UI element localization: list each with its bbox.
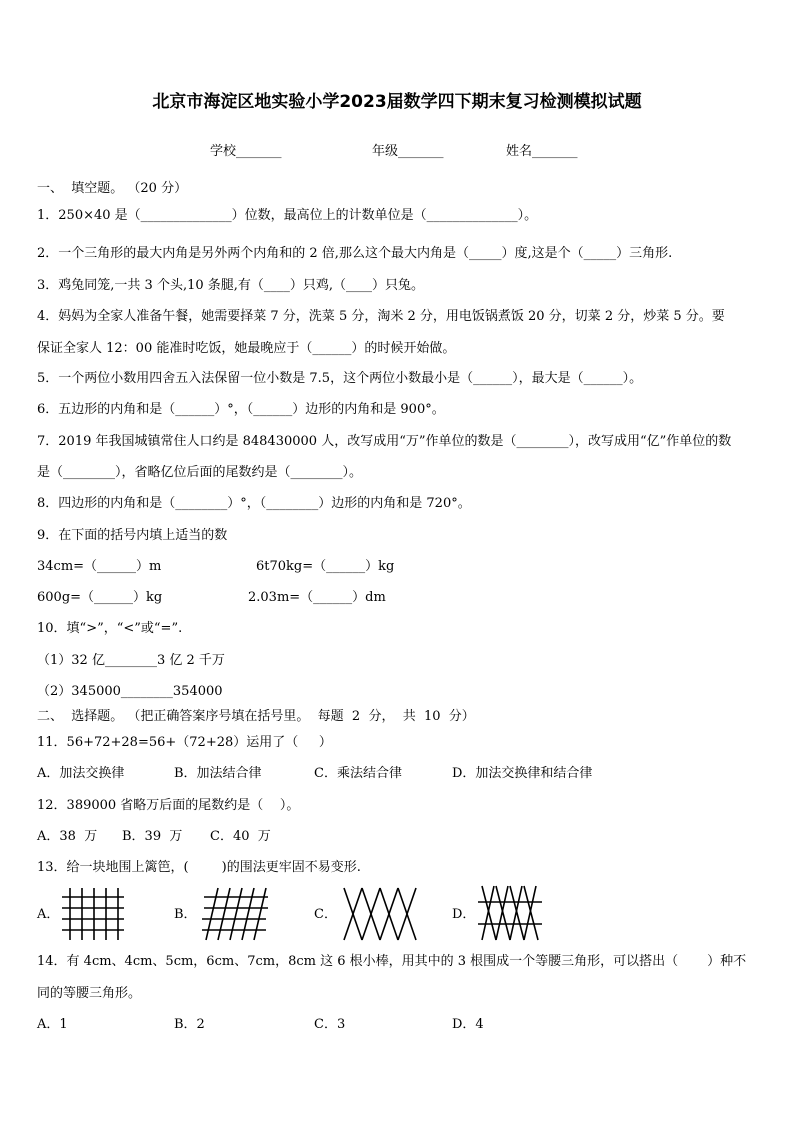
diagonal-lattice-fence-figure xyxy=(476,882,544,944)
page-title: 北京市海淀区地实验小学2023届数学四下期末复习检测模拟试题 xyxy=(152,92,642,112)
question-11-option-b: B．加法结合律 xyxy=(174,766,262,781)
question-4-line-2: 保证全家人 12：00 能准时吃饭，她最晚应于（______）的时候开始做。 xyxy=(37,341,456,356)
question-14-option-b: B．2 xyxy=(174,1017,205,1032)
question-9-item-1: 34cm=（______）m xyxy=(37,559,162,574)
question-11-option-d: D．加法交换律和结合律 xyxy=(452,766,593,781)
question-5: 5．一个两位小数用四舍五入法保留一位小数是 7.5，这个两位小数最小是（______），最大是（______）。 xyxy=(37,371,643,386)
question-11-option-c: C．乘法结合律 xyxy=(314,766,402,781)
question-14-option-c: C．3 xyxy=(314,1017,346,1032)
question-9-item-3: 600g=（______）kg xyxy=(37,590,163,605)
question-7-line-1: 7．2019 年我国城镇常住人口约是 848430000 人，改写成用“万”作单位的数是（________），改写成用“亿”作单位的数 xyxy=(37,434,732,449)
question-14-line-1: 14．有 4cm、4cm、5cm，6cm、7cm，8cm 这 6 根小棒，用其中的 3 根围成一个等腰三角形，可以搭出（ ）种不 xyxy=(37,954,747,969)
question-3: 3．鸡兔同笼,一共 3 个头,10 条腿,有（____）只鸡,（____）只兔。 xyxy=(37,278,425,293)
question-11: 11．56+72+28=56+（72+28）运用了（ ） xyxy=(37,735,332,750)
question-13-option-d: D． xyxy=(452,907,476,922)
question-2: 2．一个三角形的最大内角是另外两个内角和的 2 倍,那么这个最大内角是（_____）度,这是个（_____）三角形. xyxy=(37,246,673,261)
school-field: 学校_______ xyxy=(210,144,282,159)
question-14-line-2: 同的等腰三角形。 xyxy=(37,986,142,1001)
question-10: 10．填“>”，“<”或“=”. xyxy=(37,621,183,636)
triangle-fence-figure xyxy=(340,884,420,944)
question-9-item-2: 6t70kg=（______）kg xyxy=(256,559,395,574)
question-14-option-a: A．1 xyxy=(37,1017,68,1032)
question-13-option-a: A． xyxy=(37,907,60,922)
question-10-part-1: （1）32 亿________3 亿 2 千万 xyxy=(37,653,225,668)
question-13: 13．给一块地围上篱笆，( )的围法更牢固不易变形. xyxy=(37,860,361,875)
question-7-line-2: 是（________），省略亿位后面的尾数约是（________）。 xyxy=(37,465,363,480)
question-6: 6．五边形的内角和是（______）°，（______）边形的内角和是 900°。 xyxy=(37,402,445,417)
question-1: 1．250×40 是（______________）位数，最高位上的计数单位是（______________）。 xyxy=(37,208,538,223)
question-12-option-b: B．39 万 xyxy=(122,829,183,844)
question-13-option-b: B． xyxy=(174,907,197,922)
question-9: 9．在下面的括号内填上适当的数 xyxy=(37,528,228,543)
question-12: 12．389000 省略万后面的尾数约是（ ）。 xyxy=(37,798,300,813)
question-10-part-2: （2）345000________354000 xyxy=(37,684,223,699)
square-grid-fence-figure xyxy=(60,886,126,942)
slanted-grid-fence-figure xyxy=(200,886,272,942)
grade-field: 年级_______ xyxy=(372,144,444,159)
question-11-option-a: A．加法交换律 xyxy=(37,766,125,781)
question-12-option-a: A．38 万 xyxy=(37,829,98,844)
question-14-option-d: D．4 xyxy=(452,1017,484,1032)
section-1-heading: 一、 填空题。 （20 分） xyxy=(37,181,188,196)
question-4-line-1: 4．妈妈为全家人准备午餐，她需要择菜 7 分，洗菜 5 分，淘米 2 分，用电饭锅煮饭 20 分，切菜 2 分，炒菜 5 分。要 xyxy=(37,309,725,324)
question-13-option-c: C． xyxy=(314,907,337,922)
question-9-item-4: 2.03m=（______）dm xyxy=(248,590,386,605)
section-2-heading: 二、 选择题。 （把正确答案序号填在括号里。 每题 2 分， 共 10 分） xyxy=(37,709,475,724)
question-12-option-c: C．40 万 xyxy=(210,829,271,844)
question-8: 8．四边形的内角和是（________）°，（________）边形的内角和是 720°。 xyxy=(37,496,471,511)
name-field: 姓名_______ xyxy=(506,144,578,159)
